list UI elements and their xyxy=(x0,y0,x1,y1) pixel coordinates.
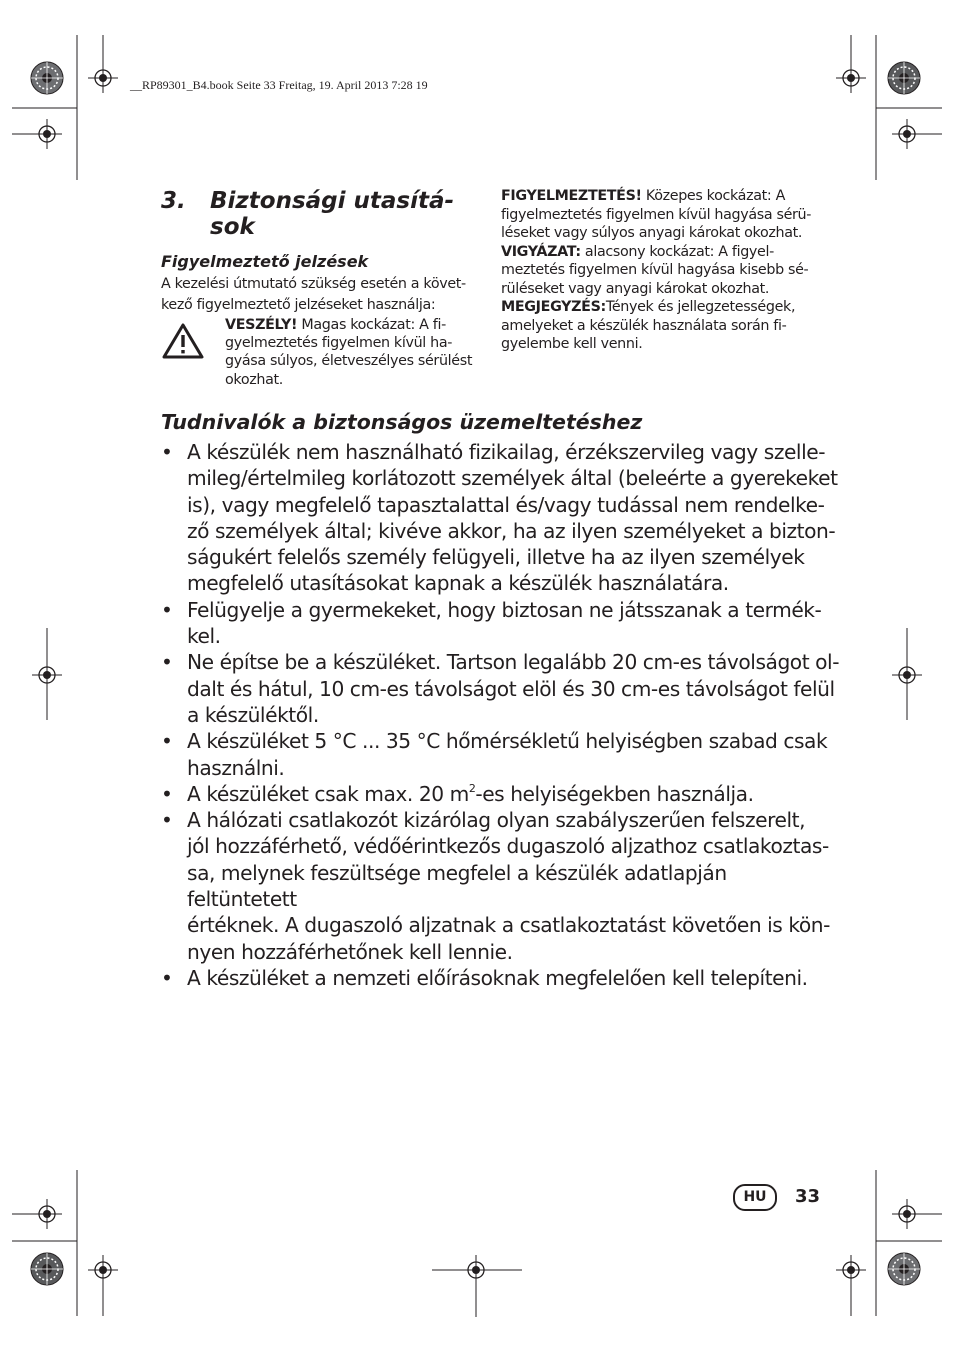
text-line: a készüléktől. xyxy=(187,702,319,727)
text-line: A kezelési útmutató szükség esetén a követ- xyxy=(161,276,466,292)
list-item xyxy=(161,781,841,807)
text-line: kező figyelmeztető jelzéseket használja: xyxy=(161,296,436,313)
list-item xyxy=(161,728,841,781)
bullet-icon: • xyxy=(161,729,173,754)
text-line: is), vagy megfelelő tapasztalattal és/vagy tudással nem rendelke- xyxy=(187,492,825,517)
registration-mark-icon xyxy=(836,63,866,93)
registration-mark-icon xyxy=(32,1199,62,1229)
text-line: rüléseket vagy anyagi károkat okozhat. xyxy=(501,280,770,297)
section-number: 3. xyxy=(161,188,186,214)
text-line: A hálózati csatlakozót kizárólag olyan szabályszerűen felszerelt, xyxy=(187,808,806,833)
operation-safety-title: Tudnivalók a biztonságos üzemeltetéshez xyxy=(161,410,643,434)
text-line: nyen hozzáférhetőnek kell lennie. xyxy=(187,939,513,964)
text-line: A készüléket a nemzeti előírásoknak megfelelően kell telepíteni. xyxy=(187,965,808,990)
registration-mark-icon xyxy=(32,660,62,690)
danger-label: VESZÉLY! xyxy=(225,317,298,333)
list-item xyxy=(161,649,841,728)
signal-words-column xyxy=(501,187,825,354)
text-line xyxy=(501,187,825,206)
list-item xyxy=(161,597,841,650)
list-item xyxy=(161,807,841,965)
crop-lines-center-bottom xyxy=(432,1269,522,1317)
text-line: dalt és hátul, 10 cm-es távolságot elöl és 30 cm-es távolságot felül xyxy=(187,676,835,701)
text-fragment: A készüléket csak max. 20 m xyxy=(187,781,469,806)
danger-note xyxy=(225,316,480,389)
text-line: A készüléket 5 °C ... 35 °C hőmérsékletű helyiségben szabad csak xyxy=(187,729,828,754)
text-line: Felügyelje a gyermekeket, hogy biztosan ne játsszanak a termék- xyxy=(187,597,822,622)
bullet-icon: • xyxy=(161,597,173,622)
intro-text xyxy=(161,274,481,315)
caution-text: alacsony kockázat: A figyel- xyxy=(580,243,774,260)
text-line: A készülék nem használható fizikailag, érzékszervileg vagy szelle- xyxy=(187,440,826,464)
text-line: ző személyek által; kivéve akkor, ha az ilyen személyeket a bizton- xyxy=(187,518,836,543)
text-line: gyelembe kell venni. xyxy=(501,336,643,352)
registration-mark-icon xyxy=(32,119,62,149)
section-title-line: Biztonsági utasítá- xyxy=(210,188,455,214)
note-label: MEGJEGYZÉS: xyxy=(501,299,606,315)
text-line: jól hozzáférhető, védőérintkezős dugaszoló aljzathoz csatlakoztas- xyxy=(187,834,829,859)
color-target-icon xyxy=(887,1252,921,1286)
text-line: okozhat. xyxy=(225,371,283,388)
subsection-title: Figyelmeztető jelzések xyxy=(161,252,369,271)
text-line xyxy=(501,298,825,317)
text-line: gyása súlyos, életveszélyes sérülést xyxy=(225,353,473,370)
text-line: értéknek. A dugaszoló aljzatnak a csatlakoztatást követően is kön- xyxy=(187,913,830,938)
danger-text: Magas kockázat: A fi- xyxy=(297,317,446,333)
safety-bullet-list xyxy=(161,439,841,991)
print-slug: __RP89301_B4.book Seite 33 Freitag, 19. April 2013 7:28 19 xyxy=(130,78,428,92)
color-target-icon xyxy=(887,61,921,95)
text-line: gyelmeztetés figyelmen kívül ha- xyxy=(225,335,453,352)
registration-mark-icon xyxy=(892,119,922,149)
text-line: sa, melynek feszültsége megfelel a készülék adatlapján feltüntetett xyxy=(187,860,727,912)
caution-label: VIGYÁZAT: xyxy=(501,243,581,260)
text-line: amelyeket a készülék használata során fi- xyxy=(501,317,787,334)
language-badge: HU xyxy=(733,1184,777,1211)
registration-mark-icon xyxy=(892,1199,922,1229)
bullet-icon: • xyxy=(161,781,173,806)
color-target-icon xyxy=(30,1252,64,1286)
registration-mark-icon xyxy=(892,660,922,690)
text-line: használni. xyxy=(187,755,285,780)
registration-mark-icon xyxy=(836,1255,866,1285)
text-line: Ne építse be a készüléket. Tartson legalább 20 cm-es távolságot ol- xyxy=(187,650,840,675)
color-target-icon xyxy=(30,61,64,95)
registration-mark-icon xyxy=(88,63,118,93)
text-line: ságukért felelős személy felügyeli, illetve ha az ilyen személyek xyxy=(187,545,805,570)
registration-mark-icon xyxy=(88,1255,118,1285)
warning-text: Közepes kockázat: A xyxy=(641,188,786,204)
section-title-line: sok xyxy=(210,214,255,240)
text-line: léseket vagy súlyos anyagi károkat okozhat. xyxy=(501,225,803,241)
bullet-icon: • xyxy=(161,650,173,675)
superscript: 2 xyxy=(468,781,476,795)
text-line: figyelmeztetés figyelmen kívül hagyása sérü- xyxy=(501,206,812,223)
list-item xyxy=(161,965,841,991)
note-text: Tények és jellegzetességek, xyxy=(605,299,796,315)
section-title xyxy=(210,188,480,240)
text-line: mileg/értelmileg korlátozott személyek által (beleérte a gyerekeket xyxy=(187,466,838,491)
bullet-icon: • xyxy=(161,965,173,990)
text-line xyxy=(501,243,825,262)
text-line: kel. xyxy=(187,624,221,649)
page-number: 33 xyxy=(795,1186,821,1207)
text-line xyxy=(225,316,480,334)
text-fragment: -es helyiségekben használja. xyxy=(475,781,754,806)
text-line: megfelelő utasításokat kapnak a készülék használatára. xyxy=(187,571,729,596)
text-line xyxy=(187,781,841,807)
bullet-icon: • xyxy=(161,440,173,464)
list-item xyxy=(161,439,841,597)
warning-triangle-icon xyxy=(161,322,205,360)
bullet-icon: • xyxy=(161,808,173,833)
text-line: meztetés figyelmen kívül hagyása kisebb sé- xyxy=(501,262,809,278)
warning-label: FIGYELMEZTETÉS! xyxy=(501,188,642,204)
